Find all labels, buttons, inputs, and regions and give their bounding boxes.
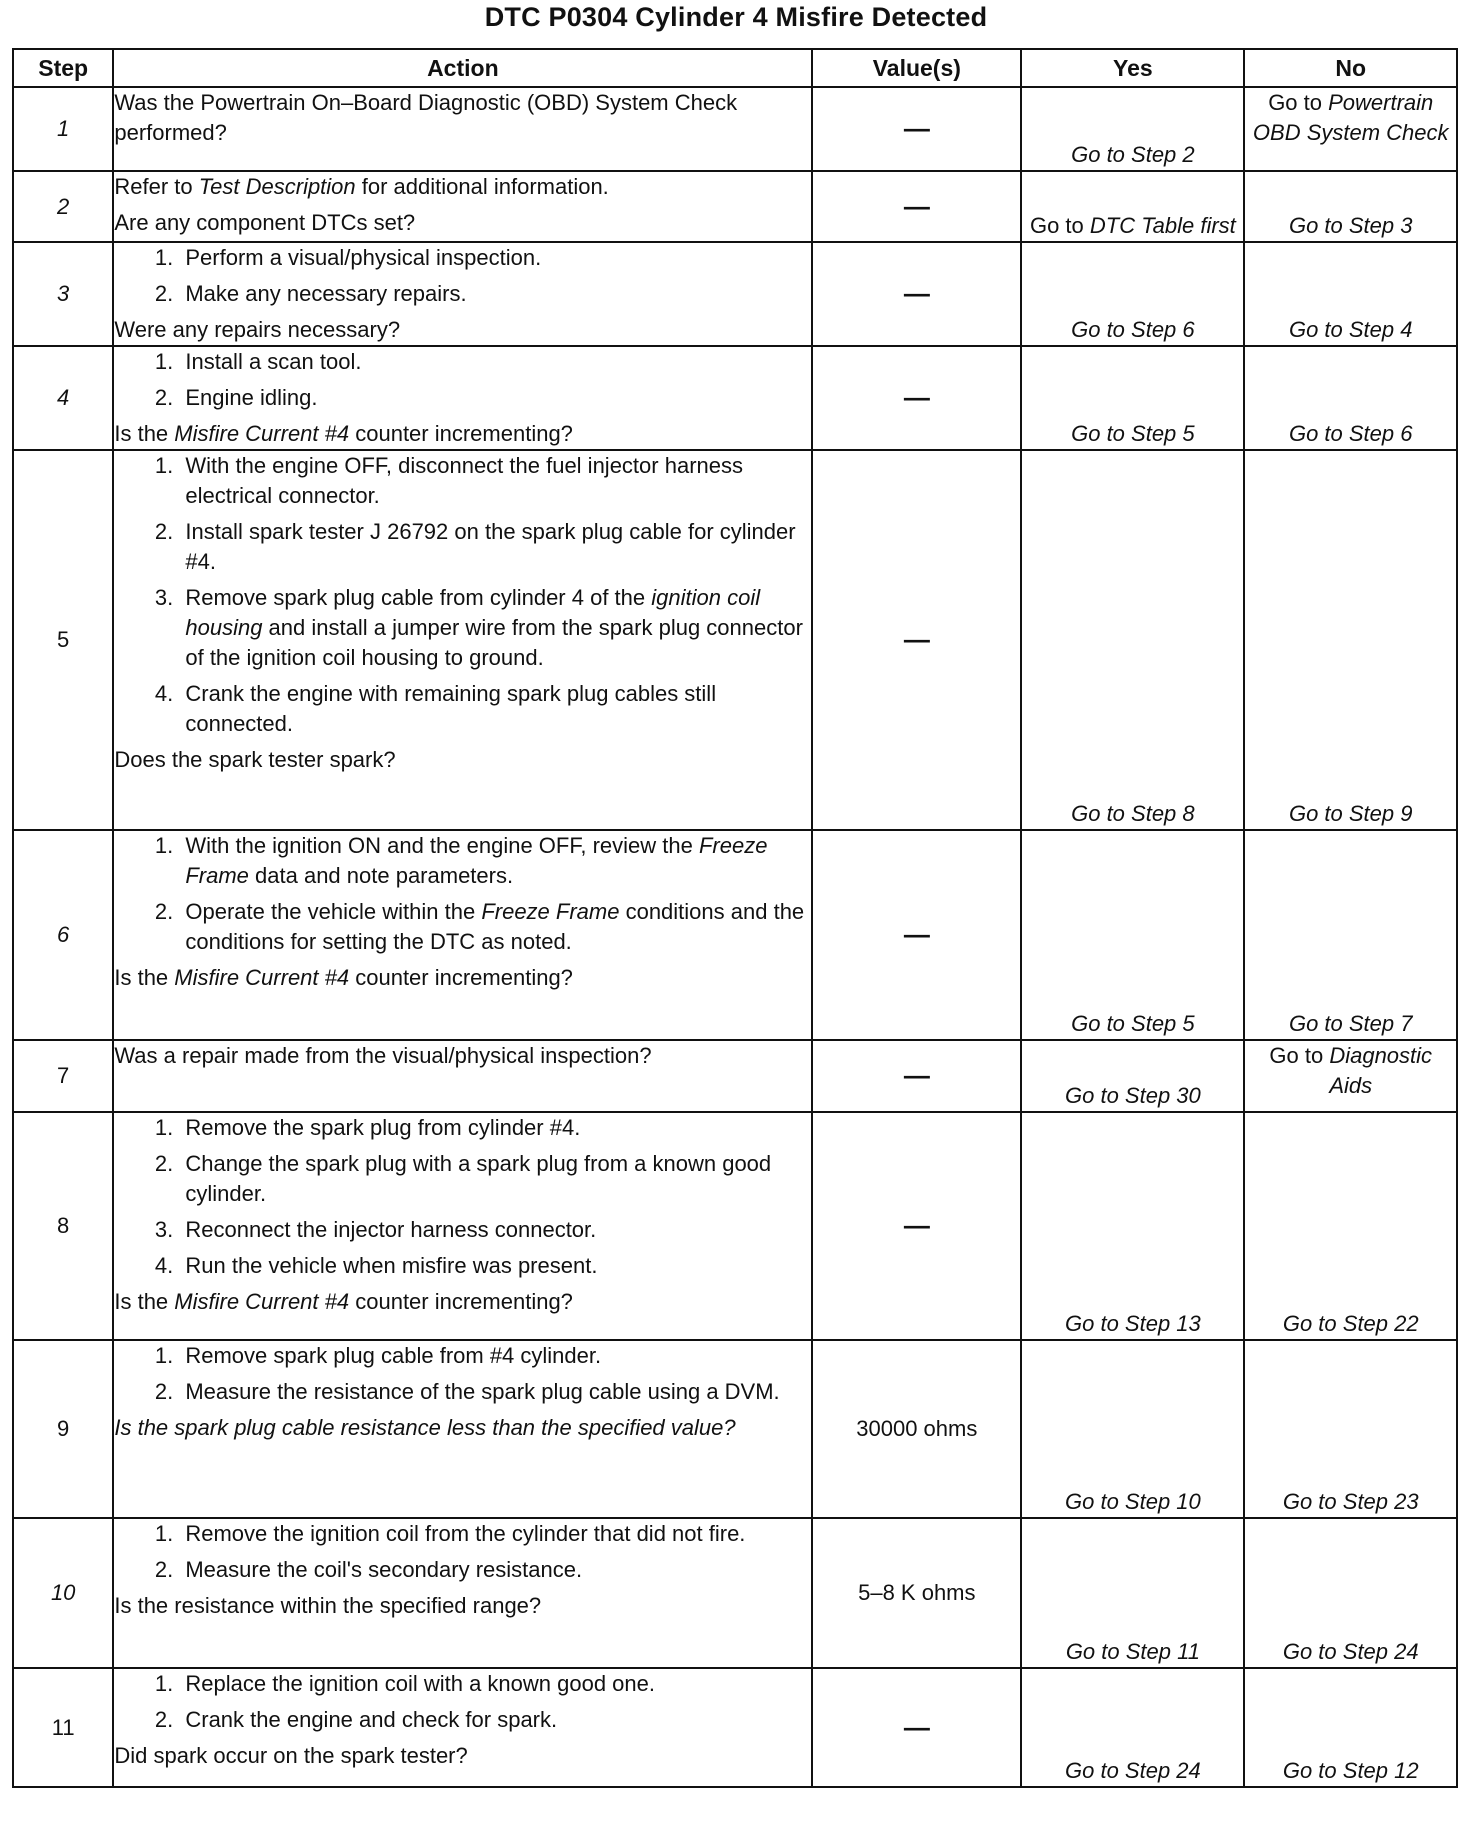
table-row bbox=[13, 242, 1457, 346]
action-question: Did spark occur on the spark tester? bbox=[114, 1743, 468, 1768]
action-question: Does the spark tester spark? bbox=[114, 747, 396, 772]
action-cell bbox=[113, 171, 812, 242]
instruction-item: 3. Remove spark plug cable from cylinder 4 of the ignition coil housing and install a jumper wire from the spark plug connector of the ignition coil housing to ground. bbox=[179, 583, 811, 673]
action-question: Was a repair made from the visual/physical inspection? bbox=[114, 1043, 652, 1068]
step-number: 1 bbox=[13, 87, 113, 171]
action-cell bbox=[113, 1340, 812, 1518]
action-cell bbox=[113, 242, 812, 346]
table-row bbox=[13, 1340, 1457, 1518]
value-cell: — bbox=[812, 1668, 1021, 1787]
yes-cell: Go to Step 11 bbox=[1021, 1518, 1244, 1668]
action-cell bbox=[113, 450, 812, 830]
value-cell: — bbox=[812, 830, 1021, 1040]
header-values: Value(s) bbox=[812, 49, 1021, 87]
no-cell: Go to Diagnostic Aids bbox=[1244, 1040, 1457, 1112]
table-row bbox=[13, 830, 1457, 1040]
step-number: 10 bbox=[13, 1518, 113, 1668]
table-row bbox=[13, 1668, 1457, 1787]
instruction-item: 1. Install a scan tool. bbox=[179, 347, 811, 377]
yes-cell: Go to Step 5 bbox=[1021, 830, 1244, 1040]
action-cell bbox=[113, 830, 812, 1040]
instruction-item: 1. With the engine OFF, disconnect the fuel injector harness electrical connector. bbox=[179, 451, 811, 511]
value-cell: — bbox=[812, 346, 1021, 450]
diagnostic-table bbox=[12, 48, 1458, 1788]
instruction-item: 1. Remove the spark plug from cylinder #4. bbox=[179, 1113, 811, 1143]
instruction-list bbox=[114, 451, 811, 739]
value-cell: 5–8 K ohms bbox=[812, 1518, 1021, 1668]
no-cell: Go to Step 22 bbox=[1244, 1112, 1457, 1340]
instruction-item: 1. Replace the ignition coil with a known good one. bbox=[179, 1669, 811, 1699]
action-cell bbox=[113, 1518, 812, 1668]
action-cell bbox=[113, 87, 812, 171]
no-cell: Go to Step 4 bbox=[1244, 242, 1457, 346]
no-cell: Go to Step 6 bbox=[1244, 346, 1457, 450]
instruction-item: 2. Engine idling. bbox=[179, 383, 811, 413]
instruction-item: 2. Operate the vehicle within the Freeze Frame conditions and the conditions for setting the DTC as noted. bbox=[179, 897, 811, 957]
step-number: 11 bbox=[13, 1668, 113, 1787]
action-text: Refer to Test Description for additional information. bbox=[114, 174, 609, 199]
instruction-list bbox=[114, 1341, 811, 1407]
action-question: Were any repairs necessary? bbox=[114, 317, 401, 342]
instruction-list bbox=[114, 347, 811, 413]
no-cell: Go to Step 3 bbox=[1244, 171, 1457, 242]
instruction-item: 1. Perform a visual/physical inspection. bbox=[179, 243, 811, 273]
instruction-item: 1. Remove the ignition coil from the cylinder that did not fire. bbox=[179, 1519, 811, 1549]
table-row bbox=[13, 87, 1457, 171]
no-cell: Go to Step 7 bbox=[1244, 830, 1457, 1040]
action-cell bbox=[113, 1112, 812, 1340]
action-question: Is the spark plug cable resistance less than the specified value? bbox=[114, 1415, 736, 1440]
action-question: Was the Powertrain On–Board Diagnostic (OBD) System Check performed? bbox=[114, 90, 738, 145]
instruction-item: 4. Crank the engine with remaining spark plug cables still connected. bbox=[179, 679, 811, 739]
yes-cell: Go to Step 6 bbox=[1021, 242, 1244, 346]
table-row bbox=[13, 1518, 1457, 1668]
step-number: 4 bbox=[13, 346, 113, 450]
no-cell: Go to Step 23 bbox=[1244, 1340, 1457, 1518]
no-cell: Go to Step 12 bbox=[1244, 1668, 1457, 1787]
action-cell bbox=[113, 1040, 812, 1112]
yes-cell: Go to Step 30 bbox=[1021, 1040, 1244, 1112]
table-row bbox=[13, 1040, 1457, 1112]
page-title: DTC P0304 Cylinder 4 Misfire Detected bbox=[484, 2, 988, 32]
action-cell bbox=[113, 1668, 812, 1787]
instruction-item: 3. Reconnect the injector harness connector. bbox=[179, 1215, 811, 1245]
instruction-item: 2. Make any necessary repairs. bbox=[179, 279, 811, 309]
no-cell: Go to Step 9 bbox=[1244, 450, 1457, 830]
instruction-item: 2. Measure the resistance of the spark plug cable using a DVM. bbox=[179, 1377, 811, 1407]
yes-cell: Go to DTC Table first bbox=[1021, 171, 1244, 242]
action-question: Is the resistance within the specified range? bbox=[114, 1593, 542, 1618]
yes-cell: Go to Step 13 bbox=[1021, 1112, 1244, 1340]
action-question: Are any component DTCs set? bbox=[114, 210, 416, 235]
instruction-item: 4. Run the vehicle when misfire was present. bbox=[179, 1251, 811, 1281]
table-row bbox=[13, 1112, 1457, 1340]
instruction-list bbox=[114, 243, 811, 309]
table-row bbox=[13, 346, 1457, 450]
yes-cell: Go to Step 8 bbox=[1021, 450, 1244, 830]
step-number: 3 bbox=[13, 242, 113, 346]
step-number: 5 bbox=[13, 450, 113, 830]
instruction-list bbox=[114, 1669, 811, 1735]
yes-cell: Go to Step 2 bbox=[1021, 87, 1244, 171]
header-row bbox=[13, 49, 1457, 87]
step-number: 6 bbox=[13, 830, 113, 1040]
step-number: 7 bbox=[13, 1040, 113, 1112]
value-cell: — bbox=[812, 171, 1021, 242]
no-cell: Go to Powertrain OBD System Check bbox=[1244, 87, 1457, 171]
header-yes: Yes bbox=[1021, 49, 1244, 87]
value-cell: — bbox=[812, 1040, 1021, 1112]
instruction-item: 2. Install spark tester J 26792 on the spark plug cable for cylinder #4. bbox=[179, 517, 811, 577]
table-row bbox=[13, 171, 1457, 242]
instruction-item: 2. Measure the coil's secondary resistance. bbox=[179, 1555, 811, 1585]
instruction-item: 2. Crank the engine and check for spark. bbox=[179, 1705, 811, 1735]
action-question: Is the Misfire Current #4 counter incrementing? bbox=[114, 421, 573, 446]
step-number: 9 bbox=[13, 1340, 113, 1518]
instruction-item: 1. With the ignition ON and the engine OFF, review the Freeze Frame data and note parameters. bbox=[179, 831, 811, 891]
step-number: 2 bbox=[13, 171, 113, 242]
table-row bbox=[13, 450, 1457, 830]
header-action: Action bbox=[113, 49, 812, 87]
instruction-list bbox=[114, 831, 811, 957]
action-cell bbox=[113, 346, 812, 450]
header-step: Step bbox=[13, 49, 113, 87]
action-question: Is the Misfire Current #4 counter incrementing? bbox=[114, 965, 573, 990]
value-cell: — bbox=[812, 1112, 1021, 1340]
value-cell: — bbox=[812, 450, 1021, 830]
value-cell: — bbox=[812, 87, 1021, 171]
step-number: 8 bbox=[13, 1112, 113, 1340]
action-question: Is the Misfire Current #4 counter incrementing? bbox=[114, 1289, 573, 1314]
yes-cell: Go to Step 24 bbox=[1021, 1668, 1244, 1787]
value-cell: — bbox=[812, 242, 1021, 346]
instruction-item: 2. Change the spark plug with a spark plug from a known good cylinder. bbox=[179, 1149, 811, 1209]
instruction-list bbox=[114, 1519, 811, 1585]
yes-cell: Go to Step 5 bbox=[1021, 346, 1244, 450]
no-cell: Go to Step 24 bbox=[1244, 1518, 1457, 1668]
instruction-item: 1. Remove spark plug cable from #4 cylinder. bbox=[179, 1341, 811, 1371]
header-no: No bbox=[1244, 49, 1457, 87]
yes-cell: Go to Step 10 bbox=[1021, 1340, 1244, 1518]
value-cell: 30000 ohms bbox=[812, 1340, 1021, 1518]
instruction-list bbox=[114, 1113, 811, 1281]
